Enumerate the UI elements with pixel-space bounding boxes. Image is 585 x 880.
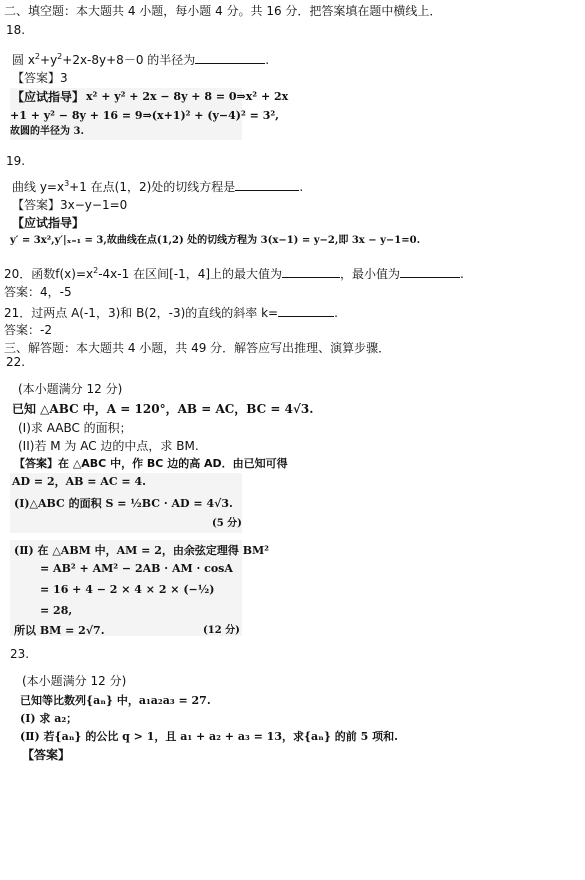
q23-part1: (Ⅰ) 求 a₂； [20, 712, 78, 725]
q18-text-b: +y [40, 53, 58, 67]
q23-part2: (Ⅱ) 若{aₙ} 的公比 q > 1，且 a₁ + a₂ + a₃ = 13，求{aₙ} 的前 5 项和. [20, 730, 398, 743]
section-3-heading: 三、解答题：本大题共 4 小题，共 49 分．解答应写出推理、演算步骤． [4, 341, 391, 355]
q22-line6: = 28, [40, 604, 73, 617]
q18-guide-label: 【应试指导】 [12, 90, 85, 104]
q23-number: 23. [10, 647, 30, 661]
q18-question: 圆 $x^2+y^2+2x-8y+8-0$ 的半径为 . [12, 52, 270, 67]
q18-answer: 【答案】3 [12, 71, 68, 85]
q23-points: (本小题满分 12 分) [22, 674, 127, 688]
q22-line4: = AB² + AM² − 2AB · AM · cosA [40, 562, 233, 575]
q20-text-b: -4x-1 在区间[-1，4]上的最大值为 [98, 267, 283, 281]
q18-answer-blank [195, 52, 265, 64]
q19-guide-label: 【应试指导】 [12, 216, 85, 230]
q20-text-c: ，最小值为 [340, 267, 401, 281]
q21-text: 21．过两点 A(-1，3)和 B(2，-3)的直线的斜率 k= [4, 306, 279, 320]
q22-line5: = 16 + 4 − 2 × 4 × 2 × (−½) [40, 583, 215, 596]
q20-question: 20．函数$f(x)=x^2-4x-1$ 在区间[-1，4]上的最大值为 ，最小值为 . [4, 266, 464, 281]
q19-text-b: +1 在点(1，2)处的切线方程是 [69, 180, 236, 194]
q18-text-a: 圆 x [12, 53, 35, 67]
q21-answer: 答案：-2 [4, 323, 52, 337]
q20-period: . [460, 267, 464, 281]
q19-text-a: 曲线 y=x [12, 180, 65, 194]
q19-period: . [299, 180, 304, 194]
q22-points: (本小题满分 12 分) [18, 382, 123, 396]
q23-given: 已知等比数列{aₙ} 中，a₁a₂a₃ = 27. [20, 694, 211, 707]
q22-line2: (Ⅰ)△ABC 的面积 S = ½BC · AD = 4√3. [14, 497, 233, 510]
q19-number: 19. [6, 154, 26, 168]
q22-given: 已知 △ABC 中，A = 120°，AB = AC，BC = 4√3. [12, 402, 314, 416]
q22-part1: (I)求 AABC 的面积； [18, 421, 132, 435]
q21-answer-blank [278, 305, 334, 317]
section-2-heading: 二、填空题：本大题共 4 小题，每小题 4 分。共 16 分．把答案填在题中横线上． [4, 4, 442, 18]
q19-answer-blank [235, 179, 299, 191]
q20-answer: 答案：4，-5 [4, 285, 72, 299]
q18-guide-line2: +1 + y² − 8y + 16 = 9⇒(x+1)² + (y−4)² = 3², [10, 109, 280, 122]
q18-text-c: +2x-8y+8－0 的半径为 [62, 53, 196, 67]
q20-text-a: 20．函数f(x)=x [4, 267, 94, 281]
q18-number: 18. [6, 23, 26, 37]
q22-number: 22. [6, 355, 26, 369]
q20-min-blank [400, 266, 460, 278]
q22-line7: 所以 BM = 2√7. [14, 624, 105, 637]
q23-answer-label: 【答案】 [22, 748, 71, 762]
q22-score1: (5 分) [212, 518, 242, 529]
q21-period: . [334, 306, 338, 320]
q22-answer-intro: 【答案】在 △ABC 中，作 BC 边的高 AD．由已知可得 [14, 457, 288, 470]
q19-guide-line: y′ = 3x²,y′|ₓ₌₁ = 3,故曲线在点(1,2) 处的切线方程为 3(x−1) = y−2,即 3x − y−1=0. [10, 235, 421, 246]
q20-max-blank [282, 266, 340, 278]
q18-guide-line3: 故圆的半径为 3. [10, 126, 84, 137]
q22-line3: (Ⅱ) 在 △ABM 中，AM = 2，由余弦定理得 BM² [14, 544, 269, 557]
q19-answer: 【答案】3x−y−1=0 [12, 198, 128, 212]
q22-score2: (12 分) [203, 625, 240, 636]
q22-line1: AD = 2，AB = AC = 4. [12, 475, 146, 488]
q21-question [4, 305, 338, 320]
q18-period: . [265, 53, 270, 67]
q18-guide-line1: x² + y² + 2x − 8y + 8 = 0⇒x² + 2x [86, 90, 289, 103]
q22-part2: (II)若 M 为 AC 边的中点，求 BM. [18, 439, 199, 453]
q19-question: 曲线 $y=x^3+1$ 在点(1，2)处的切线方程是 . [12, 179, 304, 194]
